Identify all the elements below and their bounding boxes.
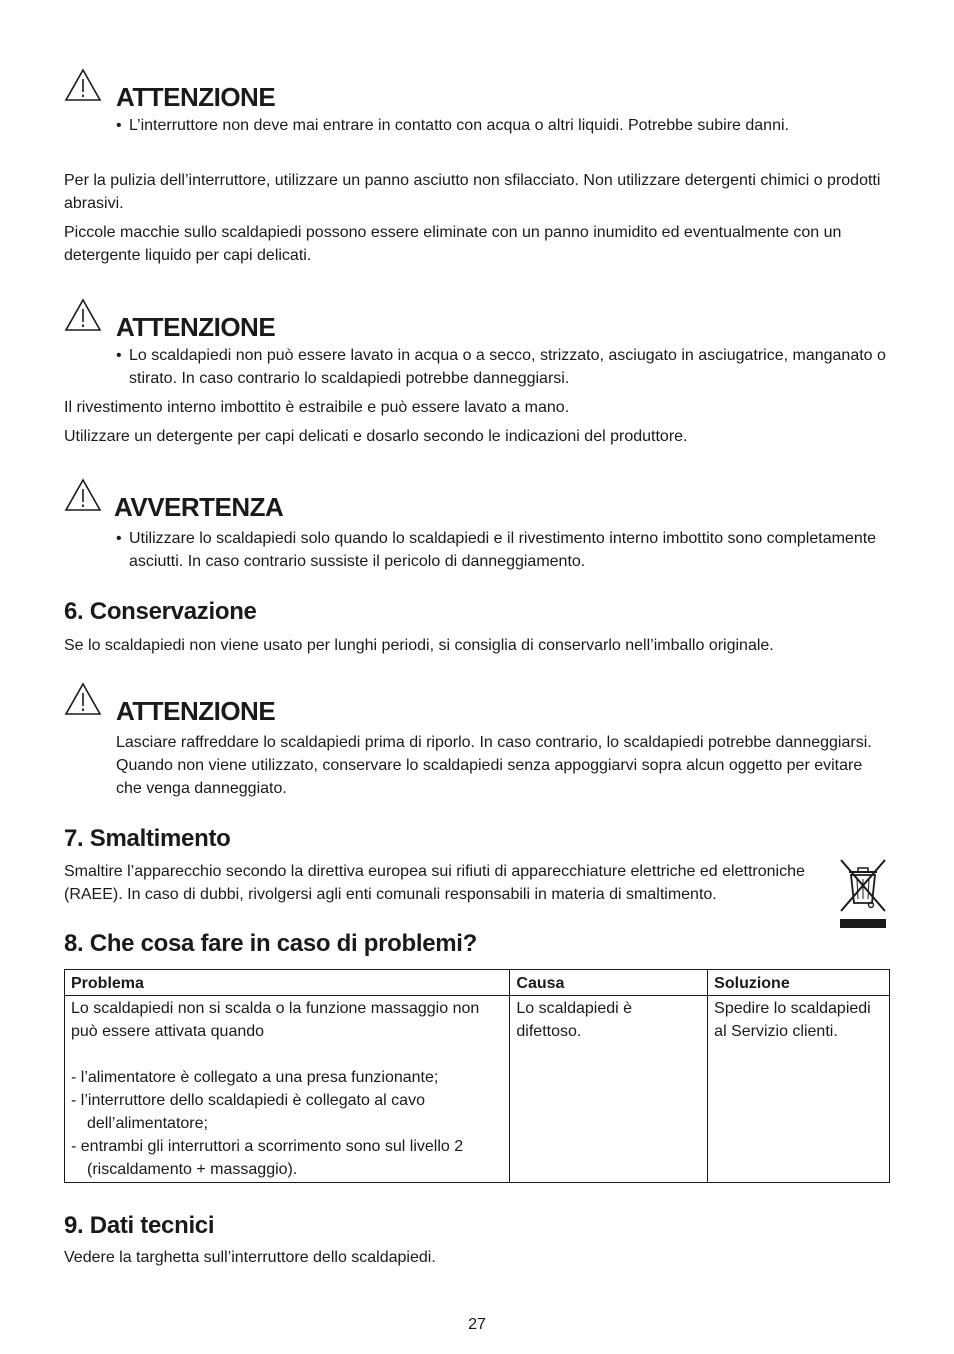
table-header-soluzione: Soluzione [708, 970, 890, 996]
paragraph-smaltimento: Smaltire l’apparecchio secondo la direttiva europea sui rifiuti di apparecchiature elettriche ed elettroniche (RAEE). In caso di dubbi, rivolgersi agli enti comunali responsabili in materia di smaltimento. [64, 863, 805, 903]
problem-item: - l’alimentatore è collegato a una presa funzionante; [71, 1069, 439, 1086]
table-cell-soluzione: Spedire lo scaldapiedi al Servizio clienti. [708, 996, 890, 1183]
problem-intro: Lo scaldapiedi non si scalda o la funzione massaggio non può essere attivata quando [71, 1000, 480, 1040]
paragraph-cleaning-switch: Per la pulizia dell’interruttore, utilizzare un panno asciutto non sfilacciato. Non utilizzare detergenti chimici o prodotti abrasivi. [64, 172, 881, 212]
warning-bullet-1: • L’interruttore non deve mai entrare in contatto con acqua o altri liquidi. Potrebbe subire danni. [116, 117, 789, 134]
warning-heading-3 [64, 478, 890, 522]
table-header-problema: Problema [65, 970, 510, 996]
warning-text-4: Lasciare raffreddare lo scaldapiedi prima di riporlo. In caso contrario, lo scaldapiedi potrebbe danneggiarsi. Quando non viene utilizzato, conservare lo scaldapiedi senza appoggiarvi sopra alcun oggetto per evitare che venga danneggiato. [116, 734, 872, 797]
warning-triangle-icon [64, 68, 102, 102]
warning-heading-4 [64, 682, 890, 726]
problem-item: - entrambi gli interruttori a scorrimento sono sul livello 2 (riscaldamento + massaggio). [71, 1138, 464, 1178]
crossed-out-bin-icon [837, 857, 889, 929]
section-heading-dati-tecnici: 9. Dati tecnici [64, 1212, 215, 1239]
paragraph-dati-tecnici: Vedere la targhetta sull’interruttore dello scaldapiedi. [64, 1249, 436, 1266]
table-header-row [65, 970, 890, 996]
warning-title: AVVERTENZA [114, 492, 284, 522]
section-heading-conservazione: 6. Conservazione [64, 598, 257, 625]
warning-bullet-3: • Utilizzare lo scaldapiedi solo quando lo scaldapiedi e il rivestimento interno imbottito sono completamente asciutti. In caso contrario sussiste il pericolo di danneggiamento. [116, 530, 877, 570]
table-cell-causa: Lo scaldapiedi è difettoso. [510, 996, 708, 1183]
warning-heading-2 [64, 298, 890, 342]
section-heading-problemi: 8. Che cosa fare in caso di problemi? [64, 930, 478, 957]
troubleshooting-table [64, 969, 890, 1183]
warning-heading-1 [64, 68, 890, 112]
table-row [65, 996, 890, 1183]
warning-title: ATTENZIONE [116, 312, 276, 342]
page-number: 27 [468, 1316, 486, 1333]
warning-title: ATTENZIONE [116, 82, 276, 112]
warning-title: ATTENZIONE [116, 696, 276, 726]
problem-item: - l’interruttore dello scaldapiedi è collegato al cavo dell’alimentatore; [71, 1092, 425, 1132]
section-heading-smaltimento: 7. Smaltimento [64, 825, 231, 852]
paragraph-conservazione: Se lo scaldapiedi non viene usato per lunghi periodi, si consiglia di conservarlo nell’imballo originale. [64, 637, 774, 654]
paragraph-inner-lining: Il rivestimento interno imbottito è estraibile e può essere lavato a mano. [64, 399, 570, 416]
table-header-causa: Causa [510, 970, 708, 996]
table-cell-problema [65, 996, 510, 1183]
warning-triangle-icon [64, 682, 102, 716]
warning-triangle-icon [64, 478, 102, 512]
warning-bullet-2: • Lo scaldapiedi non può essere lavato in acqua o a secco, strizzato, asciugato in asciugatrice, manganato o stirato. In caso contrario lo scaldapiedi potrebbe danneggiarsi. [116, 347, 886, 387]
paragraph-detergent: Utilizzare un detergente per capi delicati e dosarlo secondo le indicazioni del produttore. [64, 428, 688, 445]
warning-triangle-icon [64, 298, 102, 332]
paragraph-stains: Piccole macchie sullo scaldapiedi possono essere eliminate con un panno inumidito ed eventualmente con un detergente liquido per capi delicati. [64, 224, 842, 264]
